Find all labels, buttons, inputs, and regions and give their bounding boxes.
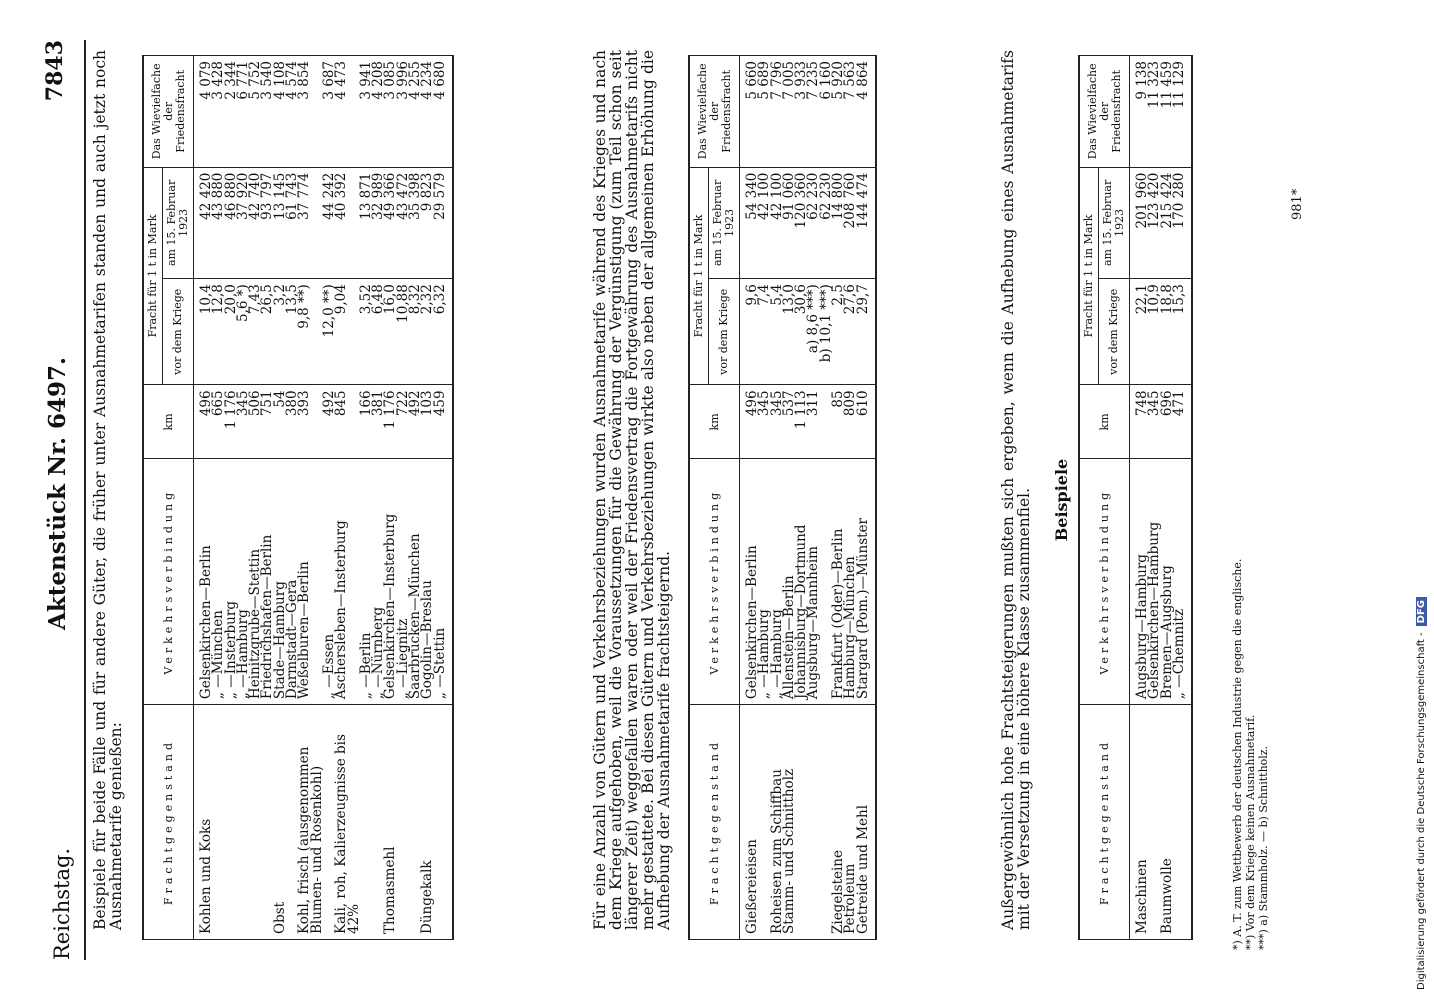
cell-verkehrsverbindung: Augsburg—Mannheim	[807, 459, 819, 705]
cell-vor-dem-kriege: 2,32	[421, 279, 433, 385]
cell-vor-dem-kriege: 9,8 **)	[298, 279, 323, 385]
cell-vor-dem-kriege: 6,48	[372, 279, 384, 385]
cell-vielfache: 4 864	[857, 56, 876, 168]
cell-vor-dem-kriege: 16,0	[384, 279, 396, 385]
cell-am-1923: 37 920	[237, 167, 249, 279]
page-header	[40, 40, 80, 960]
cell-vor-dem-kriege: 5,6 *)	[237, 279, 249, 385]
cell-frachtgegenstand: Thomasmehl	[384, 705, 396, 940]
cell-vor-dem-kriege: 13,5	[286, 279, 298, 385]
cell-vielfache: 7 796	[771, 56, 783, 168]
cell-vor-dem-kriege: 9,04	[335, 279, 360, 385]
footnote-2: **) Vor dem Kriege keinen Ausnahmetarif.	[1244, 714, 1257, 950]
cell-vor-dem-kriege: 20,0	[225, 279, 237, 385]
cell-km: 722	[397, 385, 409, 459]
cell-vielfache: 4 079	[194, 56, 213, 168]
cell-vielfache: 6 160	[820, 56, 832, 168]
cell-km: 459	[434, 385, 453, 459]
cell-vielfache: 4 680	[434, 56, 453, 168]
cell-verkehrsverbindung: „ —Essen	[323, 459, 335, 705]
cell-am-1923: 93 797	[261, 167, 273, 279]
col-fracht: Fracht für 1 t in Mark	[689, 167, 709, 385]
cell-frachtgegenstand	[434, 705, 453, 940]
cell-vielfache: 3 996	[397, 56, 409, 168]
col-verkehrsverbindung: Verkehrsverbindung	[689, 459, 740, 705]
cell-verkehrsverbindung: „ —Nürnberg	[372, 459, 384, 705]
cell-verkehrsverbindung: „ —Hamburg	[237, 459, 249, 705]
col-vor-dem-kriege: vor dem Kriege	[1099, 279, 1130, 385]
cell-frachtgegenstand	[225, 705, 237, 940]
table-2-body	[740, 56, 876, 940]
cell-am-1923: 37 774	[298, 167, 323, 279]
cell-km: 492	[323, 385, 335, 459]
cell-verkehrsverbindung: „ —Stettin	[434, 459, 453, 705]
paragraph-2: Für eine Anzahl von Gütern und Verkehrsbeziehungen wurden Ausnahmetarife während des Krieges und nach dem Kriege aufgehoben, weil die Voraussetzungen für die Gewährung der Vergünstigung (zum Teil schon seit längerer Zeit) weggefallen waren oder weil der Friedensvertrag die Fortgewährung des Ausnahmetarifs nicht mehr gestattete. Bei diesen Gütern und Verkehrsbeziehungen wirkte also neben der allgemeinen Erhöhung die Aufhebung der Ausnahmetarife frachtsteigernd.	[591, 50, 673, 930]
footnote-1: *) A. T. zum Wettbewerb der deutschen Industrie gegen die englische.	[1231, 558, 1244, 950]
table-row	[298, 56, 323, 940]
cell-vielfache: 5 920	[832, 56, 844, 168]
cell-vielfache: 2 344	[225, 56, 237, 168]
col-vielfache: Das Wievielfache der Friedensfracht	[143, 56, 194, 168]
header-page-number: 7843	[42, 40, 68, 102]
col-vor-dem-kriege: vor dem Kriege	[709, 279, 740, 385]
col-km: km	[1079, 385, 1130, 459]
cell-vielfache: 11 459	[1161, 56, 1173, 168]
cell-vielfache: 4 208	[372, 56, 384, 168]
cell-km: 748	[1130, 385, 1149, 459]
cell-km: 1 176	[384, 385, 396, 459]
cell-km: 665	[212, 385, 224, 459]
cell-am-1923: 9 823	[421, 167, 433, 279]
dfg-logo: DFG	[1416, 597, 1427, 626]
cell-frachtgegenstand: Baumwolle	[1161, 705, 1173, 940]
cell-km: 537	[783, 385, 795, 459]
cell-vielfache: 3 085	[384, 56, 396, 168]
cell-am-1923: 201 960	[1130, 167, 1149, 279]
cell-am-1923: 13 871	[360, 167, 372, 279]
cell-vor-dem-kriege: 18,8	[1161, 279, 1173, 385]
cell-frachtgegenstand: Roheisen zum Schiffbau	[771, 705, 783, 940]
cell-verkehrsverbindung: Gogolin—Breslau	[421, 459, 433, 705]
freight-table-3	[1078, 55, 1193, 940]
cell-vor-dem-kriege: 22,1	[1130, 279, 1149, 385]
cell-verkehrsverbindung: Hamburg—München	[844, 459, 856, 705]
cell-am-1923: 35 398	[409, 167, 421, 279]
col-vielfache: Das Wievielfache der Friedensfracht	[689, 56, 740, 168]
cell-vielfache: 4 473	[335, 56, 360, 168]
cell-frachtgegenstand	[360, 705, 372, 940]
cell-vor-dem-kriege: 26,5	[261, 279, 273, 385]
table-row	[434, 56, 453, 940]
cell-am-1923: 44 242	[323, 167, 335, 279]
beispiele-heading: Beispiele	[1052, 458, 1071, 542]
cell-vor-dem-kriege: b) 10,1 ***)	[820, 279, 832, 385]
cell-verkehrsverbindung: „ —Hamburg	[758, 459, 770, 705]
cell-vielfache: 5 660	[740, 56, 759, 168]
cell-vielfache: 6 771	[237, 56, 249, 168]
col-frachtgegenstand: Frachtgegenstand	[143, 705, 194, 940]
cell-frachtgegenstand	[237, 705, 249, 940]
cell-km: 496	[194, 385, 213, 459]
cell-vielfache: 4 108	[274, 56, 286, 168]
cell-verkehrsverbindung: Stade—Hamburg	[274, 459, 286, 705]
cell-vielfache: 7 563	[844, 56, 856, 168]
header-left: Reichstag.	[50, 847, 74, 960]
page-footer-number: 981*	[1290, 188, 1305, 220]
cell-km: 393	[298, 385, 323, 459]
cell-verkehrsverbindung: „ —Liegnitz	[397, 459, 409, 705]
cell-verkehrsverbindung: Saarbrücken—München	[409, 459, 421, 705]
cell-am-1923: 14 800	[832, 167, 844, 279]
header-rule	[84, 40, 86, 960]
cell-am-1923: 54 340	[740, 167, 759, 279]
col-verkehrsverbindung: Verkehrsverbindung	[143, 459, 194, 705]
cell-km: 496	[740, 385, 759, 459]
cell-am-1923: 170 280	[1173, 167, 1192, 279]
cell-km: 845	[335, 385, 360, 459]
cell-km: 345	[1148, 385, 1160, 459]
cell-am-1923: 91 060	[783, 167, 795, 279]
table-3-body	[1130, 56, 1193, 940]
cell-km: 751	[261, 385, 273, 459]
cell-am-1923: 123 420	[1148, 167, 1160, 279]
cell-verkehrsverbindung: Aschersleben—Insterburg	[335, 459, 360, 705]
cell-vielfache: 11 129	[1173, 56, 1192, 168]
col-frachtgegenstand: Frachtgegenstand	[1079, 705, 1130, 940]
cell-km: 166	[360, 385, 372, 459]
cell-verkehrsverbindung: Stargard (Pom.)—Münster	[857, 459, 876, 705]
cell-vielfache: 11 323	[1148, 56, 1160, 168]
cell-vor-dem-kriege: 10,4	[194, 279, 213, 385]
col-km: km	[143, 385, 194, 459]
cell-am-1923: 42 100	[758, 167, 770, 279]
cell-vor-dem-kriege: 7,43	[249, 279, 261, 385]
col-am-15-feb-1923: am 15. Februar 1923	[1099, 167, 1130, 279]
cell-am-1923: 42 740	[249, 167, 261, 279]
cell-verkehrsverbindung: „ —Chemnitz	[1173, 459, 1192, 705]
cell-vielfache: 7 235	[807, 56, 819, 168]
cell-km: 311	[807, 385, 819, 459]
col-fracht: Fracht für 1 t in Mark	[143, 167, 163, 385]
cell-vor-dem-kriege: 12,0 **)	[323, 279, 335, 385]
cell-vor-dem-kriege: 2,5	[832, 279, 844, 385]
cell-vor-dem-kriege: 10,88	[397, 279, 409, 385]
col-am-15-feb-1923: am 15. Februar 1923	[709, 167, 740, 279]
cell-vor-dem-kriege: 9,6	[740, 279, 759, 385]
cell-vielfache: 5 752	[249, 56, 261, 168]
header-center: Aktenstück Nr. 6497.	[44, 356, 71, 630]
cell-verkehrsverbindung: Gelsenkirchen—Insterburg	[384, 459, 396, 705]
table-row	[335, 56, 360, 940]
cell-vor-dem-kriege: a) 8,6 ***)	[807, 279, 819, 385]
cell-frachtgegenstand	[807, 705, 819, 940]
cell-verkehrsverbindung: „ —München	[212, 459, 224, 705]
cell-am-1923: 61 743	[286, 167, 298, 279]
cell-vor-dem-kriege: 29,7	[857, 279, 876, 385]
col-fracht: Fracht für 1 t in Mark	[1079, 167, 1099, 385]
intro-paragraph: Beispiele für beide Fälle und für andere Güter, die früher unter Ausnahmetarifen standen und auch jetzt noch Ausnahmetarife genießen:	[91, 50, 125, 930]
cell-km: 380	[286, 385, 298, 459]
cell-verkehrsverbindung: Johannisburg—Dortmund	[795, 459, 807, 705]
freight-table-2	[688, 55, 877, 940]
col-verkehrsverbindung: Verkehrsverbindung	[1079, 459, 1130, 705]
cell-am-1923: 32 989	[372, 167, 384, 279]
cell-km: 1 176	[225, 385, 237, 459]
table-row	[857, 56, 876, 940]
cell-vielfache: 4 574	[286, 56, 298, 168]
cell-frachtgegenstand	[249, 705, 261, 940]
cell-vielfache: 5 689	[758, 56, 770, 168]
cell-verkehrsverbindung: Gelsenkirchen—Berlin	[194, 459, 213, 705]
col-vielfache: Das Wievielfache der Friedensfracht	[1079, 56, 1130, 168]
cell-vielfache: 3 854	[298, 56, 323, 168]
cell-frachtgegenstand: Petroleum	[844, 705, 856, 940]
credit-text: Digitalisierung gefördert durch die Deutsche Forschungsgemeinschaft -	[1416, 632, 1427, 990]
cell-vor-dem-kriege: 7,4	[758, 279, 770, 385]
cell-vielfache: 9 138	[1130, 56, 1149, 168]
cell-verkehrsverbindung: Heinitzgrube—Stettin	[249, 459, 261, 705]
cell-vielfache: 3 428	[212, 56, 224, 168]
cell-am-1923: 13 145	[274, 167, 286, 279]
cell-verkehrsverbindung: Friedrichshafen—Berlin	[261, 459, 273, 705]
cell-verkehrsverbindung: Gelsenkirchen—Hamburg	[1148, 459, 1160, 705]
cell-verkehrsverbindung: „ —Insterburg	[225, 459, 237, 705]
cell-vor-dem-kriege: 8,32	[409, 279, 421, 385]
cell-vielfache: 7 005	[783, 56, 795, 168]
cell-verkehrsverbindung: Augsburg—Hamburg	[1130, 459, 1149, 705]
cell-km: 696	[1161, 385, 1173, 459]
cell-frachtgegenstand: Stamm- und Schnittholz	[783, 705, 795, 940]
cell-vor-dem-kriege: 6,32	[434, 279, 453, 385]
cell-verkehrsverbindung: Frankfurt (Oder)—Berlin	[832, 459, 844, 705]
cell-vielfache: 4 255	[409, 56, 421, 168]
cell-verkehrsverbindung: Gelsenkirchen—Berlin	[740, 459, 759, 705]
cell-verkehrsverbindung: Weßelburen—Berlin	[298, 459, 323, 705]
cell-am-1923: 42 420	[194, 167, 213, 279]
cell-verkehrsverbindung: Bremen—Augsburg	[1161, 459, 1173, 705]
cell-am-1923: 42 100	[771, 167, 783, 279]
cell-km: 381	[372, 385, 384, 459]
col-km: km	[689, 385, 740, 459]
cell-km: 610	[857, 385, 876, 459]
cell-verkehrsverbindung: Allenstein—Berlin	[783, 459, 795, 705]
cell-vielfache: 3 687	[323, 56, 335, 168]
cell-km: 345	[237, 385, 249, 459]
cell-verkehrsverbindung: „ —Berlin	[360, 459, 372, 705]
cell-frachtgegenstand	[1173, 705, 1192, 940]
table-1-body	[194, 56, 453, 940]
cell-vor-dem-kriege: 13,0	[783, 279, 795, 385]
cell-am-1923: 62 230	[820, 167, 832, 279]
cell-frachtgegenstand	[212, 705, 224, 940]
cell-verkehrsverbindung: „ —Hamburg	[771, 459, 783, 705]
cell-am-1923: 29 579	[434, 167, 453, 279]
cell-vielfache: 3 941	[360, 56, 372, 168]
cell-am-1923: 43 880	[212, 167, 224, 279]
cell-km: 492	[409, 385, 421, 459]
cell-am-1923: 215 424	[1161, 167, 1173, 279]
cell-am-1923: 120 360	[795, 167, 807, 279]
cell-frachtgegenstand: Kohlen und Koks	[194, 705, 213, 940]
cell-km: 85	[832, 385, 844, 459]
cell-am-1923: 62 230	[807, 167, 819, 279]
cell-vor-dem-kriege: 27,6	[844, 279, 856, 385]
cell-km: 506	[249, 385, 261, 459]
cell-vielfache: 3 540	[261, 56, 273, 168]
cell-km: 1 113	[795, 385, 807, 459]
cell-am-1923: 40 392	[335, 167, 360, 279]
cell-frachtgegenstand: Gießereieisen	[740, 705, 759, 940]
cell-km: 471	[1173, 385, 1192, 459]
cell-vor-dem-kriege: 15,3	[1173, 279, 1192, 385]
col-frachtgegenstand: Frachtgegenstand	[689, 705, 740, 940]
cell-km: 345	[771, 385, 783, 459]
cell-vor-dem-kriege: 3,2	[274, 279, 286, 385]
cell-am-1923: 43 472	[397, 167, 409, 279]
cell-frachtgegenstand: Düngekalk	[421, 705, 433, 940]
cell-am-1923: 208 760	[844, 167, 856, 279]
cell-km: 54	[274, 385, 286, 459]
cell-vor-dem-kriege: 5,4	[771, 279, 783, 385]
cell-vielfache: 4 234	[421, 56, 433, 168]
cell-km: 345	[758, 385, 770, 459]
table-row	[1173, 56, 1192, 940]
cell-vor-dem-kriege: 3,52	[360, 279, 372, 385]
cell-am-1923: 49 366	[384, 167, 396, 279]
cell-frachtgegenstand	[795, 705, 807, 940]
freight-table-1	[142, 55, 454, 940]
cell-am-1923: 46 880	[225, 167, 237, 279]
cell-vor-dem-kriege: 30,6	[795, 279, 807, 385]
cell-frachtgegenstand: Obst	[274, 705, 286, 940]
paragraph-3: Außergewöhnlich hohe Frachtsteigerungen mußten sich ergeben, wenn die Aufhebung eines Ausnahmetarifs mit der Versetzung in eine höhere Klasse zusammenfiel.	[999, 50, 1033, 930]
cell-vielfache: 3 933	[795, 56, 807, 168]
cell-frachtgegenstand: Kohl, frisch (ausgenommen Blumen- und Rosenkohl)	[298, 705, 323, 940]
cell-frachtgegenstand: Kali, roh, Kalierzeugnisse bis 42%	[335, 705, 360, 940]
cell-am-1923: 144 474	[857, 167, 876, 279]
col-am-15-feb-1923: am 15. Februar 1923	[163, 167, 194, 279]
cell-vor-dem-kriege: 12,8	[212, 279, 224, 385]
cell-km: 103	[421, 385, 433, 459]
cell-frachtgegenstand	[397, 705, 409, 940]
cell-frachtgegenstand: Ziegelsteine	[832, 705, 844, 940]
cell-km: 809	[844, 385, 856, 459]
cell-vor-dem-kriege: 10,9	[1148, 279, 1160, 385]
digitization-credit	[1416, 10, 1430, 990]
cell-frachtgegenstand: Getreide und Mehl	[857, 705, 876, 940]
col-vor-dem-kriege: vor dem Kriege	[163, 279, 194, 385]
cell-frachtgegenstand: Maschinen	[1130, 705, 1149, 940]
cell-verkehrsverbindung: Darmstadt—Gera	[286, 459, 298, 705]
footnote-3: ***) a) Stammholz. — b) Schnittholz.	[1257, 745, 1270, 950]
